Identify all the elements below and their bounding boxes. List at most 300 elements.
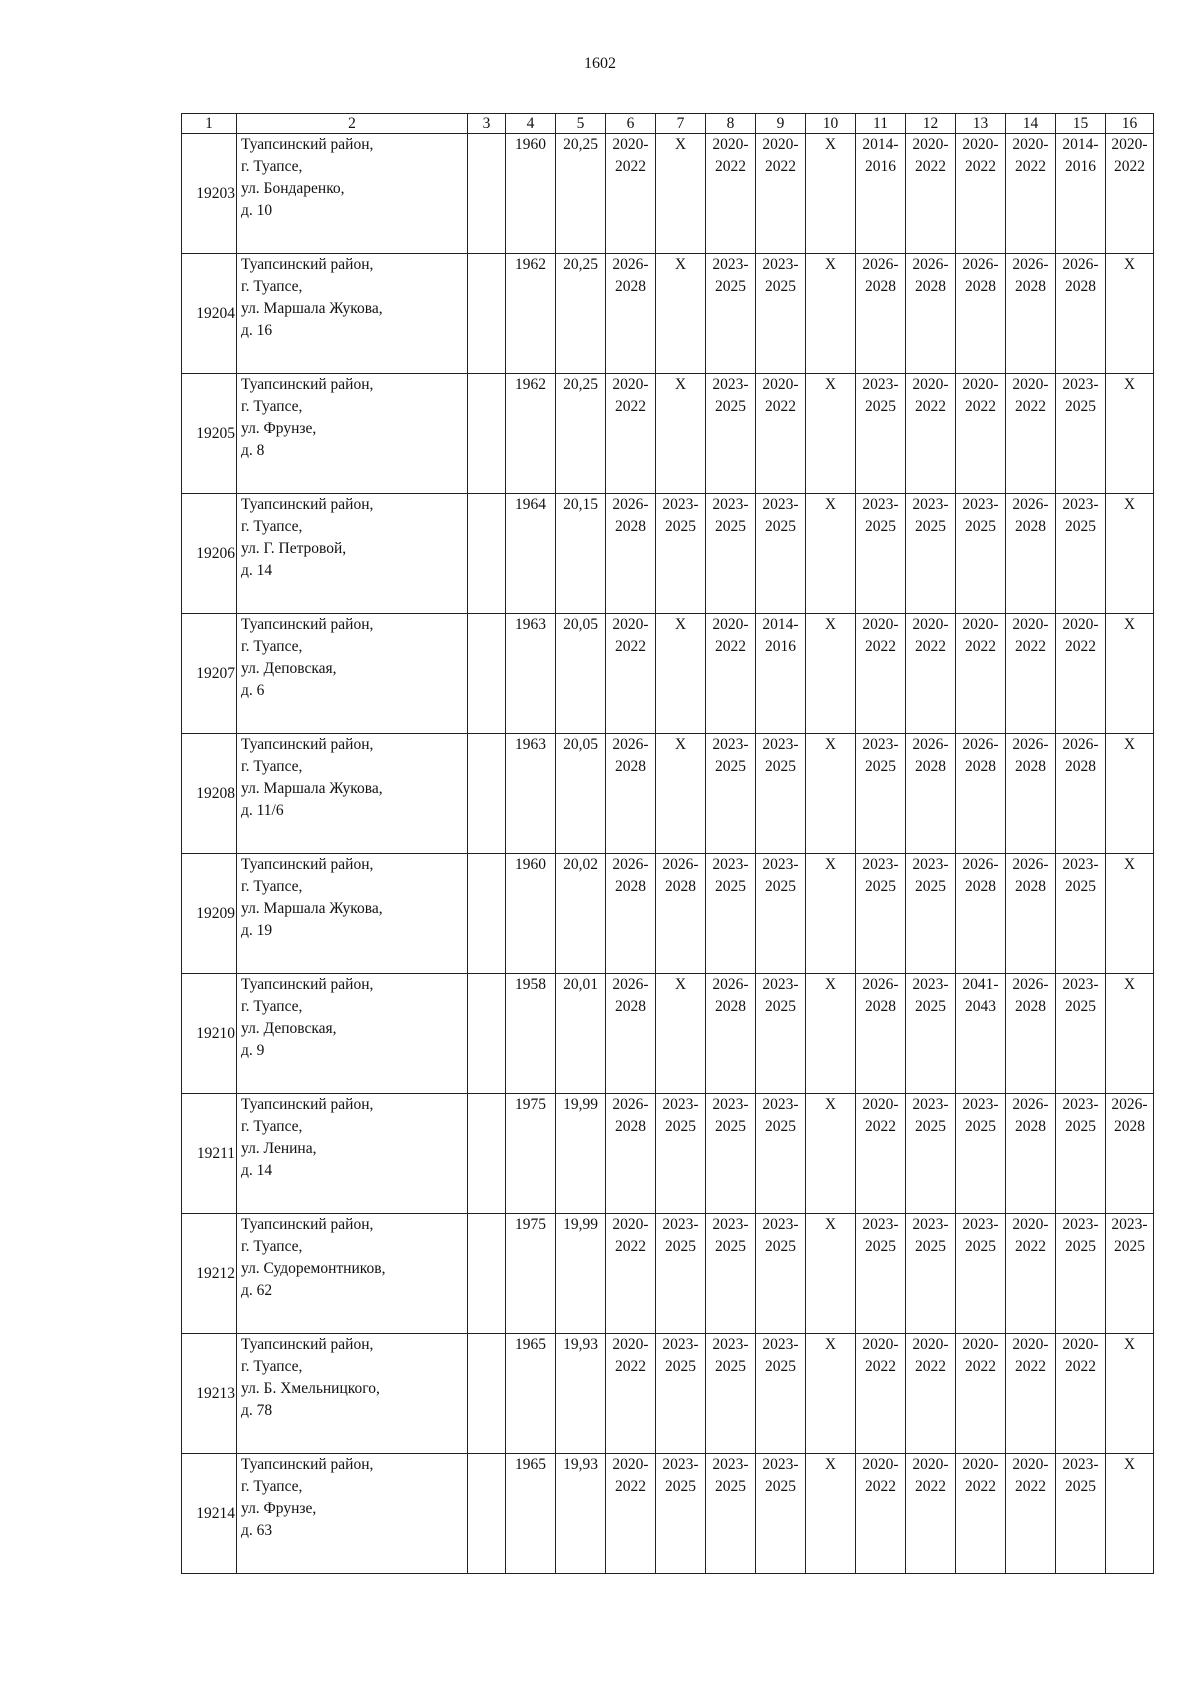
period-cell-col-13 bbox=[956, 734, 1006, 854]
address-line: ул. Деповская, bbox=[241, 1020, 337, 1037]
period-end: 2025 bbox=[1065, 878, 1096, 895]
year-cell: 1965 bbox=[506, 1334, 556, 1454]
period-cell-col-12 bbox=[906, 374, 956, 494]
period-cell-col-7 bbox=[656, 1094, 706, 1214]
period-start: 2020- bbox=[1012, 376, 1049, 393]
period-end: 2025 bbox=[1065, 998, 1096, 1015]
period-end: 2025 bbox=[1114, 1238, 1145, 1255]
period-end: 2025 bbox=[865, 878, 896, 895]
page-number: 1602 bbox=[584, 55, 616, 72]
period-start: Х bbox=[824, 976, 837, 993]
record-number: 19213 bbox=[182, 1334, 237, 1454]
year-cell: 1975 bbox=[506, 1214, 556, 1334]
period-end: 2025 bbox=[665, 518, 696, 535]
period-cell-col-14 bbox=[1006, 974, 1056, 1094]
period-cell-col-12 bbox=[906, 734, 956, 854]
address-line: д. 10 bbox=[241, 202, 273, 219]
period-cell-col-16 bbox=[1106, 494, 1154, 614]
period-cell-col-12 bbox=[906, 1094, 956, 1214]
address-line: г. Туапсе, bbox=[241, 518, 303, 535]
period-cell-col-7 bbox=[656, 374, 706, 494]
address-line: ул. Маршала Жукова, bbox=[241, 900, 383, 917]
period-start: 2023- bbox=[1111, 1216, 1148, 1233]
address-line: г. Туапсе, bbox=[241, 878, 303, 895]
period-end: 2022 bbox=[915, 158, 946, 175]
period-end: 2028 bbox=[615, 1118, 646, 1135]
record-number: 19205 bbox=[182, 374, 237, 494]
period-start: 2020- bbox=[612, 1456, 649, 1473]
period-start: 2023- bbox=[712, 1456, 749, 1473]
period-start: 2020- bbox=[912, 376, 949, 393]
year-cell: 1963 bbox=[506, 734, 556, 854]
table-row bbox=[182, 614, 1154, 734]
period-cell-col-6 bbox=[606, 614, 656, 734]
period-cell-col-16 bbox=[1106, 1094, 1154, 1214]
year-cell: 1962 bbox=[506, 374, 556, 494]
period-end: 2028 bbox=[915, 278, 946, 295]
period-cell-col-15 bbox=[1056, 854, 1106, 974]
address-line: г. Туапсе, bbox=[241, 398, 303, 415]
table-body bbox=[182, 114, 1154, 1574]
period-cell-col-9 bbox=[756, 254, 806, 374]
period-end: 2022 bbox=[1065, 638, 1096, 655]
period-start: 2020- bbox=[962, 1456, 999, 1473]
period-cell-col-7 bbox=[656, 734, 706, 854]
address-line: Туапсинский район, bbox=[241, 136, 374, 153]
column-number-9: 9 bbox=[756, 114, 806, 134]
period-end: 2025 bbox=[715, 758, 746, 775]
column-number-5: 5 bbox=[556, 114, 606, 134]
period-end: 2025 bbox=[765, 278, 796, 295]
period-cell-col-12 bbox=[906, 1454, 956, 1574]
period-start: 2020- bbox=[612, 136, 649, 153]
period-start: Х bbox=[824, 496, 837, 513]
value-cell: 20,01 bbox=[556, 974, 606, 1094]
period-cell-col-15 bbox=[1056, 1334, 1106, 1454]
period-start: 2023- bbox=[662, 1216, 699, 1233]
period-start: 2023- bbox=[762, 976, 799, 993]
address-line: Туапсинский район, bbox=[241, 1456, 374, 1473]
period-cell-col-10 bbox=[806, 1214, 856, 1334]
value-cell: 19,93 bbox=[556, 1334, 606, 1454]
period-end: 2022 bbox=[965, 398, 996, 415]
column-3-cell bbox=[468, 254, 506, 374]
record-number: 19204 bbox=[182, 254, 237, 374]
column-3-cell bbox=[468, 494, 506, 614]
period-cell-col-13 bbox=[956, 1334, 1006, 1454]
period-start: 2026- bbox=[612, 736, 649, 753]
period-end: 2028 bbox=[1114, 1118, 1145, 1135]
period-start: 2023- bbox=[762, 1096, 799, 1113]
address-line: Туапсинский район, bbox=[241, 376, 374, 393]
period-cell-col-13 bbox=[956, 854, 1006, 974]
period-cell-col-6 bbox=[606, 1334, 656, 1454]
period-start: 2020- bbox=[762, 136, 799, 153]
period-start: 2023- bbox=[712, 856, 749, 873]
address-line: ул. Фрунзе, bbox=[241, 1500, 317, 1517]
period-cell-col-11 bbox=[856, 974, 906, 1094]
period-start: 2026- bbox=[712, 976, 749, 993]
period-start: 2026- bbox=[962, 856, 999, 873]
table-row bbox=[182, 1094, 1154, 1214]
column-3-cell bbox=[468, 374, 506, 494]
period-start: 2020- bbox=[1111, 136, 1148, 153]
period-cell-col-9 bbox=[756, 734, 806, 854]
period-start: Х bbox=[1123, 856, 1136, 873]
address-line: ул. Судоремонтников, bbox=[241, 1260, 386, 1277]
period-cell-col-9 bbox=[756, 1094, 806, 1214]
period-start: 2020- bbox=[962, 376, 999, 393]
period-end: 2022 bbox=[865, 1358, 896, 1375]
period-start: 2023- bbox=[762, 1456, 799, 1473]
value-cell: 20,25 bbox=[556, 254, 606, 374]
period-end: 2028 bbox=[915, 758, 946, 775]
period-cell-col-6 bbox=[606, 374, 656, 494]
period-end: 2022 bbox=[615, 638, 646, 655]
period-cell-col-13 bbox=[956, 1094, 1006, 1214]
period-start: Х bbox=[1123, 736, 1136, 753]
period-start: Х bbox=[1123, 1456, 1136, 1473]
period-end: 2022 bbox=[1015, 1478, 1046, 1495]
period-start: 2020- bbox=[862, 616, 899, 633]
period-end: 2025 bbox=[915, 998, 946, 1015]
year-cell: 1960 bbox=[506, 134, 556, 254]
period-cell-col-6 bbox=[606, 854, 656, 974]
period-start: Х bbox=[824, 1216, 837, 1233]
period-cell-col-10 bbox=[806, 854, 856, 974]
period-start: 2023- bbox=[712, 256, 749, 273]
period-start: 2020- bbox=[712, 136, 749, 153]
period-end: 2028 bbox=[715, 998, 746, 1015]
column-number-12: 12 bbox=[906, 114, 956, 134]
period-cell-col-9 bbox=[756, 974, 806, 1094]
column-number-11: 11 bbox=[856, 114, 906, 134]
period-end: 2025 bbox=[665, 1238, 696, 1255]
period-cell-col-13 bbox=[956, 1214, 1006, 1334]
address-cell bbox=[237, 854, 468, 974]
period-end: 2025 bbox=[1065, 398, 1096, 415]
period-start: 2023- bbox=[1062, 1096, 1099, 1113]
period-cell-col-11 bbox=[856, 854, 906, 974]
period-start: 2020- bbox=[962, 136, 999, 153]
period-end: 2025 bbox=[715, 278, 746, 295]
period-cell-col-10 bbox=[806, 1454, 856, 1574]
address-line: д. 16 bbox=[241, 322, 273, 339]
period-cell-col-10 bbox=[806, 254, 856, 374]
period-start: Х bbox=[1123, 976, 1136, 993]
period-cell-col-14 bbox=[1006, 734, 1056, 854]
period-cell-col-13 bbox=[956, 374, 1006, 494]
period-start: 2023- bbox=[1062, 976, 1099, 993]
column-3-cell bbox=[468, 1214, 506, 1334]
period-end: 2016 bbox=[865, 158, 896, 175]
period-end: 2022 bbox=[915, 1358, 946, 1375]
period-end: 2025 bbox=[915, 878, 946, 895]
period-cell-col-12 bbox=[906, 1334, 956, 1454]
column-3-cell bbox=[468, 1454, 506, 1574]
column-3-cell bbox=[468, 1334, 506, 1454]
period-cell-col-7 bbox=[656, 494, 706, 614]
period-cell-col-6 bbox=[606, 134, 656, 254]
address-cell bbox=[237, 1214, 468, 1334]
period-start: 2020- bbox=[712, 616, 749, 633]
period-cell-col-14 bbox=[1006, 1094, 1056, 1214]
address-line: д. 14 bbox=[241, 1162, 273, 1179]
column-3-cell bbox=[468, 614, 506, 734]
period-end: 2025 bbox=[865, 758, 896, 775]
address-cell bbox=[237, 974, 468, 1094]
address-line: г. Туапсе, bbox=[241, 758, 303, 775]
period-end: 2022 bbox=[615, 1358, 646, 1375]
period-start: 2026- bbox=[612, 256, 649, 273]
column-number-1: 1 bbox=[182, 114, 237, 134]
period-start: 2023- bbox=[762, 1216, 799, 1233]
period-end: 2025 bbox=[865, 518, 896, 535]
address-line: ул. Ленина, bbox=[241, 1140, 317, 1157]
period-end: 2025 bbox=[765, 1238, 796, 1255]
column-number-3: 3 bbox=[468, 114, 506, 134]
period-cell-col-15 bbox=[1056, 374, 1106, 494]
period-cell-col-13 bbox=[956, 254, 1006, 374]
period-start: 2020- bbox=[862, 1456, 899, 1473]
period-start: 2020- bbox=[912, 616, 949, 633]
period-end: 2022 bbox=[615, 1478, 646, 1495]
period-cell-col-11 bbox=[856, 1214, 906, 1334]
period-end: 2028 bbox=[1015, 518, 1046, 535]
period-cell-col-10 bbox=[806, 1094, 856, 1214]
period-start: 2026- bbox=[1062, 736, 1099, 753]
period-start: 2020- bbox=[612, 1216, 649, 1233]
period-start: 2020- bbox=[612, 616, 649, 633]
period-end: 2022 bbox=[1015, 398, 1046, 415]
period-cell-col-16 bbox=[1106, 854, 1154, 974]
period-cell-col-9 bbox=[756, 854, 806, 974]
period-cell-col-11 bbox=[856, 494, 906, 614]
address-line: Туапсинский район, bbox=[241, 976, 374, 993]
value-cell: 20,15 bbox=[556, 494, 606, 614]
period-end: 2025 bbox=[765, 1118, 796, 1135]
period-start: 2023- bbox=[662, 1096, 699, 1113]
period-end: 2025 bbox=[765, 1478, 796, 1495]
period-cell-col-16 bbox=[1106, 1214, 1154, 1334]
period-start: 2026- bbox=[1012, 496, 1049, 513]
period-start: 2020- bbox=[1062, 1336, 1099, 1353]
period-end: 2028 bbox=[965, 758, 996, 775]
address-line: д. 78 bbox=[241, 1402, 273, 1419]
period-cell-col-9 bbox=[756, 1334, 806, 1454]
period-cell-col-8 bbox=[706, 734, 756, 854]
record-number: 19206 bbox=[182, 494, 237, 614]
period-start: 2026- bbox=[612, 976, 649, 993]
period-cell-col-10 bbox=[806, 134, 856, 254]
address-line: Туапсинский район, bbox=[241, 1216, 374, 1233]
register-table bbox=[181, 113, 1154, 1574]
period-cell-col-14 bbox=[1006, 1334, 1056, 1454]
period-cell-col-11 bbox=[856, 614, 906, 734]
table-row bbox=[182, 254, 1154, 374]
period-start: 2023- bbox=[912, 976, 949, 993]
period-cell-col-7 bbox=[656, 254, 706, 374]
period-start: Х bbox=[674, 976, 687, 993]
period-start: 2023- bbox=[712, 376, 749, 393]
address-line: д. 62 bbox=[241, 1282, 273, 1299]
address-line: Туапсинский район, bbox=[241, 1096, 374, 1113]
period-start: 2023- bbox=[912, 856, 949, 873]
record-number: 19209 bbox=[182, 854, 237, 974]
period-start: 2014- bbox=[862, 136, 899, 153]
address-line: г. Туапсе, bbox=[241, 158, 303, 175]
address-line: ул. Фрунзе, bbox=[241, 420, 317, 437]
period-start: 2014- bbox=[762, 616, 799, 633]
period-end: 2028 bbox=[865, 998, 896, 1015]
column-number-13: 13 bbox=[956, 114, 1006, 134]
period-cell-col-15 bbox=[1056, 614, 1106, 734]
period-cell-col-8 bbox=[706, 1214, 756, 1334]
table-row bbox=[182, 134, 1154, 254]
period-start: 2026- bbox=[912, 256, 949, 273]
address-line: д. 9 bbox=[241, 1042, 265, 1059]
period-start: 2023- bbox=[662, 496, 699, 513]
column-number-2: 2 bbox=[237, 114, 468, 134]
period-start: Х bbox=[824, 1456, 837, 1473]
period-end: 2028 bbox=[865, 278, 896, 295]
period-end: 2025 bbox=[765, 1358, 796, 1375]
period-cell-col-13 bbox=[956, 494, 1006, 614]
period-end: 2022 bbox=[1015, 158, 1046, 175]
period-cell-col-16 bbox=[1106, 974, 1154, 1094]
period-end: 2028 bbox=[1015, 758, 1046, 775]
period-start: 2023- bbox=[862, 376, 899, 393]
period-cell-col-11 bbox=[856, 374, 906, 494]
table-row bbox=[182, 1334, 1154, 1454]
period-end: 2022 bbox=[865, 638, 896, 655]
table-row bbox=[182, 854, 1154, 974]
period-end: 2022 bbox=[915, 638, 946, 655]
period-start: 2020- bbox=[1062, 616, 1099, 633]
period-end: 2022 bbox=[1015, 1358, 1046, 1375]
period-end: 2028 bbox=[1065, 278, 1096, 295]
period-end: 2028 bbox=[965, 878, 996, 895]
table-row bbox=[182, 974, 1154, 1094]
period-end: 2028 bbox=[615, 518, 646, 535]
period-cell-col-8 bbox=[706, 494, 756, 614]
record-number: 19210 bbox=[182, 974, 237, 1094]
address-line: г. Туапсе, bbox=[241, 1118, 303, 1135]
period-cell-col-14 bbox=[1006, 494, 1056, 614]
period-start: 2023- bbox=[862, 736, 899, 753]
record-number: 19211 bbox=[182, 1094, 237, 1214]
table-row bbox=[182, 1214, 1154, 1334]
period-start: 2026- bbox=[1012, 856, 1049, 873]
address-line: Туапсинский район, bbox=[241, 616, 374, 633]
column-3-cell bbox=[468, 1094, 506, 1214]
period-end: 2025 bbox=[765, 518, 796, 535]
period-start: 2023- bbox=[712, 736, 749, 753]
period-start: 2023- bbox=[962, 1096, 999, 1113]
period-start: Х bbox=[824, 856, 837, 873]
period-end: 2028 bbox=[615, 878, 646, 895]
period-end: 2025 bbox=[715, 878, 746, 895]
address-line: ул. Б. Хмельницкого, bbox=[241, 1380, 380, 1397]
period-start: 2020- bbox=[1012, 1336, 1049, 1353]
period-end: 2025 bbox=[865, 1238, 896, 1255]
period-start: 2026- bbox=[1012, 1096, 1049, 1113]
period-start: Х bbox=[1123, 616, 1136, 633]
period-end: 2025 bbox=[715, 1238, 746, 1255]
value-cell: 20,25 bbox=[556, 374, 606, 494]
address-cell bbox=[237, 1454, 468, 1574]
column-3-cell bbox=[468, 974, 506, 1094]
record-number: 19203 bbox=[182, 134, 237, 254]
period-start: 2023- bbox=[662, 1336, 699, 1353]
period-end: 2022 bbox=[765, 398, 796, 415]
table-row bbox=[182, 374, 1154, 494]
period-start: 2023- bbox=[762, 736, 799, 753]
period-cell-col-16 bbox=[1106, 734, 1154, 854]
address-cell bbox=[237, 134, 468, 254]
period-start: 2023- bbox=[862, 856, 899, 873]
period-cell-col-16 bbox=[1106, 1334, 1154, 1454]
period-end: 2028 bbox=[1015, 878, 1046, 895]
address-line: д. 14 bbox=[241, 562, 273, 579]
period-end: 2025 bbox=[865, 398, 896, 415]
period-cell-col-11 bbox=[856, 734, 906, 854]
period-start: 2026- bbox=[912, 736, 949, 753]
period-cell-col-9 bbox=[756, 494, 806, 614]
period-end: 2028 bbox=[615, 278, 646, 295]
period-start: 2026- bbox=[612, 856, 649, 873]
period-start: 2020- bbox=[962, 1336, 999, 1353]
address-line: ул. Г. Петровой, bbox=[241, 540, 347, 557]
period-start: 2020- bbox=[1012, 1216, 1049, 1233]
period-start: Х bbox=[824, 376, 837, 393]
period-end: 2022 bbox=[615, 1238, 646, 1255]
period-cell-col-11 bbox=[856, 254, 906, 374]
period-cell-col-10 bbox=[806, 494, 856, 614]
period-cell-col-14 bbox=[1006, 254, 1056, 374]
period-start: 2023- bbox=[1062, 1216, 1099, 1233]
column-number-6: 6 bbox=[606, 114, 656, 134]
period-start: 2023- bbox=[912, 496, 949, 513]
period-end: 2022 bbox=[615, 158, 646, 175]
period-cell-col-15 bbox=[1056, 1454, 1106, 1574]
period-end: 2028 bbox=[1015, 1118, 1046, 1135]
period-end: 2025 bbox=[1065, 1238, 1096, 1255]
period-end: 2022 bbox=[615, 398, 646, 415]
period-start: 2020- bbox=[862, 1336, 899, 1353]
column-number-16: 16 bbox=[1106, 114, 1154, 134]
period-start: Х bbox=[674, 736, 687, 753]
period-start: 2023- bbox=[862, 1216, 899, 1233]
period-cell-col-11 bbox=[856, 1094, 906, 1214]
period-cell-col-8 bbox=[706, 134, 756, 254]
period-cell-col-8 bbox=[706, 854, 756, 974]
value-cell: 19,99 bbox=[556, 1094, 606, 1214]
period-cell-col-7 bbox=[656, 854, 706, 974]
period-cell-col-12 bbox=[906, 134, 956, 254]
period-start: 2020- bbox=[912, 136, 949, 153]
period-cell-col-9 bbox=[756, 374, 806, 494]
period-start: Х bbox=[824, 1336, 837, 1353]
period-cell-col-6 bbox=[606, 734, 656, 854]
period-cell-col-9 bbox=[756, 134, 806, 254]
period-end: 2028 bbox=[1015, 278, 1046, 295]
column-number-8: 8 bbox=[706, 114, 756, 134]
period-end: 2022 bbox=[965, 1478, 996, 1495]
period-cell-col-16 bbox=[1106, 374, 1154, 494]
column-number-14: 14 bbox=[1006, 114, 1056, 134]
period-cell-col-12 bbox=[906, 1214, 956, 1334]
